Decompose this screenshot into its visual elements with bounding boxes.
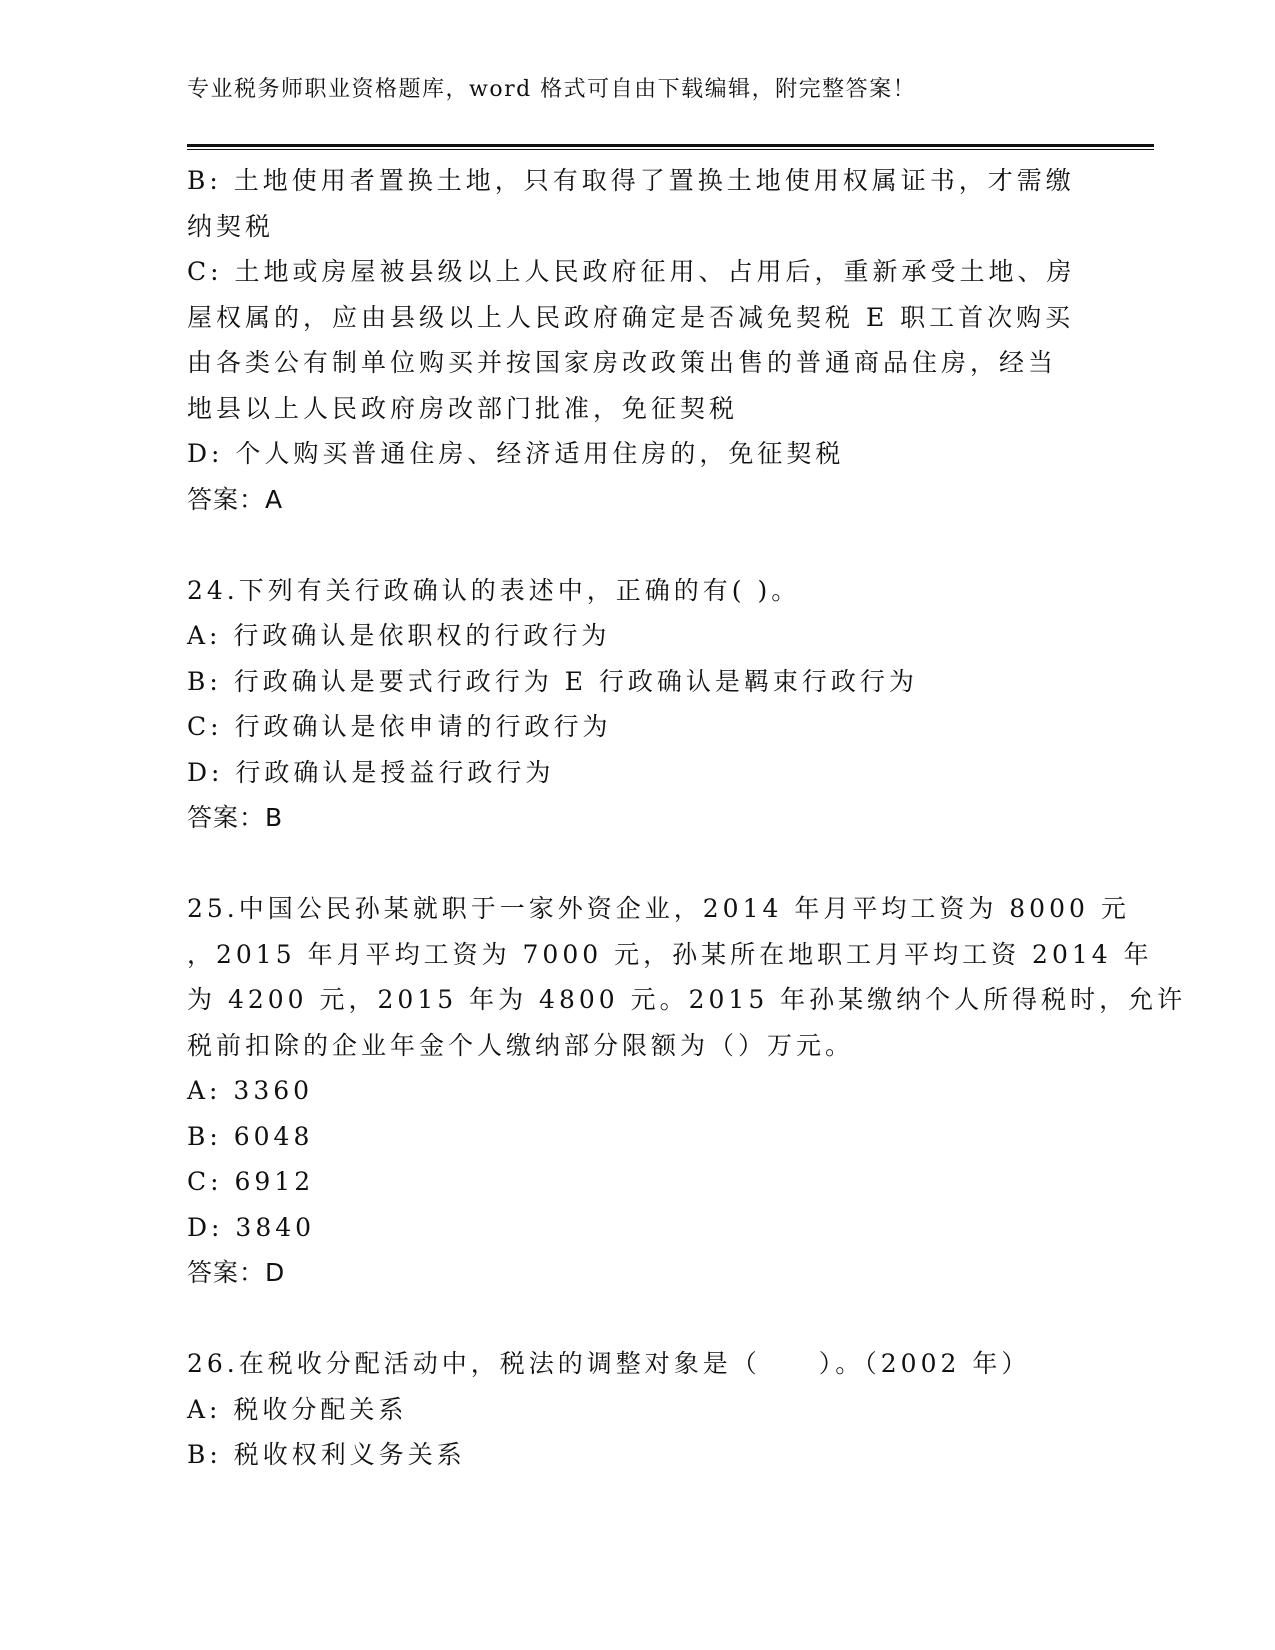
spacer — [187, 841, 1087, 887]
question-26 — [187, 1341, 1087, 1478]
question-25 — [187, 886, 1187, 1296]
option-c-line: 屋权属的，应由县级以上人民政府确定是否减免契税 E 职工首次购买 — [187, 302, 1075, 332]
option-a: A: 税收分配关系 — [187, 1394, 408, 1424]
option-b: B: 税收权利义务关系 — [187, 1440, 466, 1469]
option-b: B: 行政确认是要式行政行为 E 行政确认是羁束行政行为 — [187, 666, 918, 696]
option-d: D: 个人购买普通住房、经济适用住房的，免征契税 — [187, 439, 845, 468]
option-a: A: 行政确认是依职权的行政行为 — [187, 621, 611, 650]
question-text-line: 税前扣除的企业年金个人缴纳部分限额为（）万元。 — [187, 1030, 855, 1060]
answer: 答案：D — [187, 1258, 286, 1287]
answer: 答案：B — [187, 803, 284, 832]
page-header: 专业税务师职业资格题库，word 格式可自由下载编辑，附完整答案！ — [187, 77, 917, 102]
question-text: 24.下列有关行政确认的表述中，正确的有( )。 — [187, 575, 801, 605]
question-text: 26.在税收分配活动中，税法的调整对象是（ ）。（2002 年） — [187, 1349, 1031, 1378]
question-23 — [187, 158, 1087, 522]
header-rule-thin — [187, 149, 1154, 150]
question-24 — [187, 568, 1087, 841]
option-b-line: 纳契税 — [187, 211, 275, 241]
question-content — [187, 158, 1187, 1478]
option-c-line: 地县以上人民政府房改部门批准，免征契税 — [187, 393, 739, 423]
option-c: C: 6912 — [187, 1167, 315, 1196]
option-c-line: 由各类公有制单位购买并按国家房改政策出售的普通商品住房，经当 — [187, 348, 1058, 377]
question-text-line: 25.中国公民孙某就职于一家外资企业，2014 年月平均工资为 8000 元 — [187, 894, 1130, 923]
option-b-line: B: 土地使用者置换土地，只有取得了置换土地使用权属证书，才需缴 — [187, 166, 1075, 195]
question-text-line: 为 4200 元，2015 年为 4800 元。2015 年孙某缴纳个人所得税时，允许 — [187, 985, 1187, 1014]
header-rule-thick — [187, 144, 1154, 147]
answer: 答案：A — [187, 484, 284, 514]
option-c-line: C: 土地或房屋被县级以上人民政府征用、占用后，重新承受土地、房 — [187, 257, 1076, 286]
option-a: A: 3360 — [187, 1076, 314, 1105]
option-d: D: 3840 — [187, 1212, 316, 1242]
spacer — [187, 522, 1087, 568]
spacer — [187, 1296, 1087, 1342]
option-d: D: 行政确认是授益行政行为 — [187, 757, 555, 787]
option-c: C: 行政确认是依申请的行政行为 — [187, 712, 612, 741]
question-text-line: ，2015 年月平均工资为 7000 元，孙某所在地职工月平均工资 2014 年 — [187, 939, 1153, 969]
option-b: B: 6048 — [187, 1121, 314, 1151]
